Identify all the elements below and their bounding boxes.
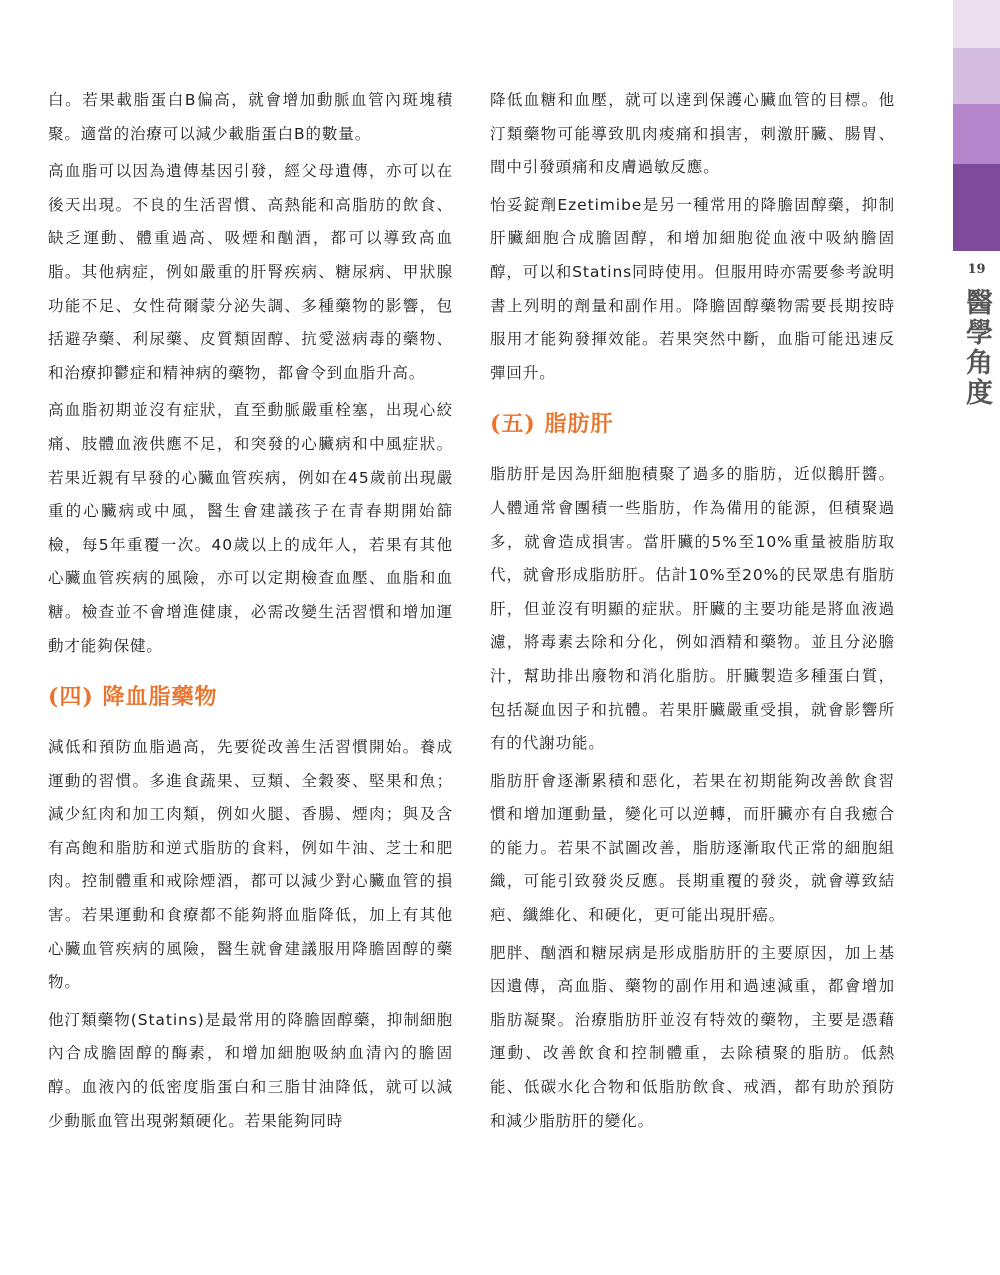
- right-column: [490, 84, 895, 1142]
- side-tab-band: [953, 48, 1000, 104]
- side-tab: [953, 0, 1000, 1275]
- section-heading-lipid-drugs: (四) 降血脂藥物: [48, 684, 218, 711]
- paragraph: 脂肪肝會逐漸累積和惡化，若果在初期能夠改善飲食習慣和增加運動量，變化可以逆轉，而肝臟亦有自我癒合的能力。若果不試圖改善，脂肪逐漸取代正常的細胞組織，可能引致發炎反應。長期重覆的發炎，就會導致結疤、纖維化、和硬化，更可能出現肝癌。: [490, 771, 895, 925]
- side-tab-band: [953, 104, 1000, 164]
- paragraph: 脂肪肝是因為肝細胞積聚了過多的脂肪，近似鵝肝醬。人體通常會團積一些脂肪，作為備用的能源，但積聚過多，就會造成損害。當肝臟的5%至10%重量被脂肪取代，就會形成脂肪肝。估計10%至20%的民眾患有脂肪肝，但並沒有明顯的症狀。肝臟的主要功能是將血液過濾，將毒素去除和分化，例如酒精和藥物。並且分泌膽汁，幫助排出廢物和消化脂肪。肝臟製造多種蛋白質，包括凝血因子和抗體。若果肝臟嚴重受損，就會影響所有的代謝功能。: [490, 465, 895, 753]
- section-title: 醫學角度: [961, 288, 992, 408]
- paragraph: 肥胖、酗酒和糖尿病是形成脂肪肝的主要原因，加上基因遺傳，高血脂、藥物的副作用和過速減重，都會增加脂肪凝聚。治療脂肪肝並沒有特效的藥物，主要是憑藉運動、改善飲食和控制體重，去除積聚的脂肪。低熱能、低碳水化合物和低脂肪飲食、戒酒，都有助於預防和減少脂肪肝的變化。: [490, 943, 895, 1130]
- left-column: [48, 84, 453, 1142]
- paragraph: 高血脂可以因為遺傳基因引發，經父母遺傳，亦可以在後天出現。不良的生活習慣、高熱能和高脂肪的飲食、缺乏運動、體重過高、吸煙和酗酒，都可以導致高血脂。其他病症，例如嚴重的肝腎疾病、糖尿病、甲狀腺功能不足、女性荷爾蒙分泌失調、多種藥物的影響，包括避孕藥、利尿藥、皮質類固醇、抗愛滋病毒的藥物、和治療抑鬱症和精神病的藥物，都會令到血脂升高。: [48, 162, 453, 382]
- side-tab-band: [953, 0, 1000, 48]
- paragraph: 他汀類藥物(Statins)是最常用的降膽固醇藥，抑制細胞內合成膽固醇的酶素，和增加細胞吸納血清內的膽固醇。血液內的低密度脂蛋白和三脂甘油降低，就可以減少動脈血管出現粥類硬化。若果能夠同時: [48, 1010, 453, 1130]
- side-tab-band: [953, 164, 1000, 251]
- paragraph: 減低和預防血脂過高，先要從改善生活習慣開始。養成運動的習慣。多進食蔬果、豆類、全穀麥、堅果和魚；減少紅肉和加工肉類，例如火腿、香腸、煙肉；與及含有高飽和脂肪和逆式脂肪的食料，例如牛油、芝士和肥肉。控制體重和戒除煙酒，都可以減少對心臟血管的損害。若果運動和食療都不能夠將血脂降低，加上有其他心臟血管疾病的風險，醫生就會建議服用降膽固醇的藥物。: [48, 738, 453, 992]
- page-number: 19: [967, 262, 986, 277]
- paragraph: 白。若果載脂蛋白B偏高，就會增加動脈血管內斑塊積聚。適當的治療可以減少載脂蛋白B的數量。: [48, 91, 453, 143]
- paragraph: 降低血糖和血壓，就可以達到保護心臟血管的目標。他汀類藥物可能導致肌肉痠痛和損害，刺激肝臟、腸胃、間中引發頭痛和皮膚過敏反應。: [490, 91, 895, 177]
- section-heading-fatty-liver: (五) 脂肪肝: [490, 411, 614, 438]
- paragraph: 怡妥錠劑Ezetimibe是另一種常用的降膽固醇藥，抑制肝臟細胞合成膽固醇，和增加細胞從血液中吸納膽固醇，可以和Statins同時使用。但服用時亦需要參考說明書上列明的劑量和副作用。降膽固醇藥物需要長期按時服用才能夠發揮效能。若果突然中斷，血脂可能迅速反彈回升。: [490, 195, 895, 382]
- paragraph: 高血脂初期並沒有症狀，直至動脈嚴重栓塞，出現心絞痛、肢體血液供應不足，和突發的心臟病和中風症狀。若果近親有早發的心臟血管疾病，例如在45歲前出現嚴重的心臟病或中風，醫生會建議孩子在青春期開始篩檢，每5年重覆一次。40歲以上的成年人，若果有其他心臟血管疾病的風險，亦可以定期檢查血壓、血脂和血糖。檢查並不會增進健康，必需改變生活習慣和增加運動才能夠保健。: [48, 401, 453, 655]
